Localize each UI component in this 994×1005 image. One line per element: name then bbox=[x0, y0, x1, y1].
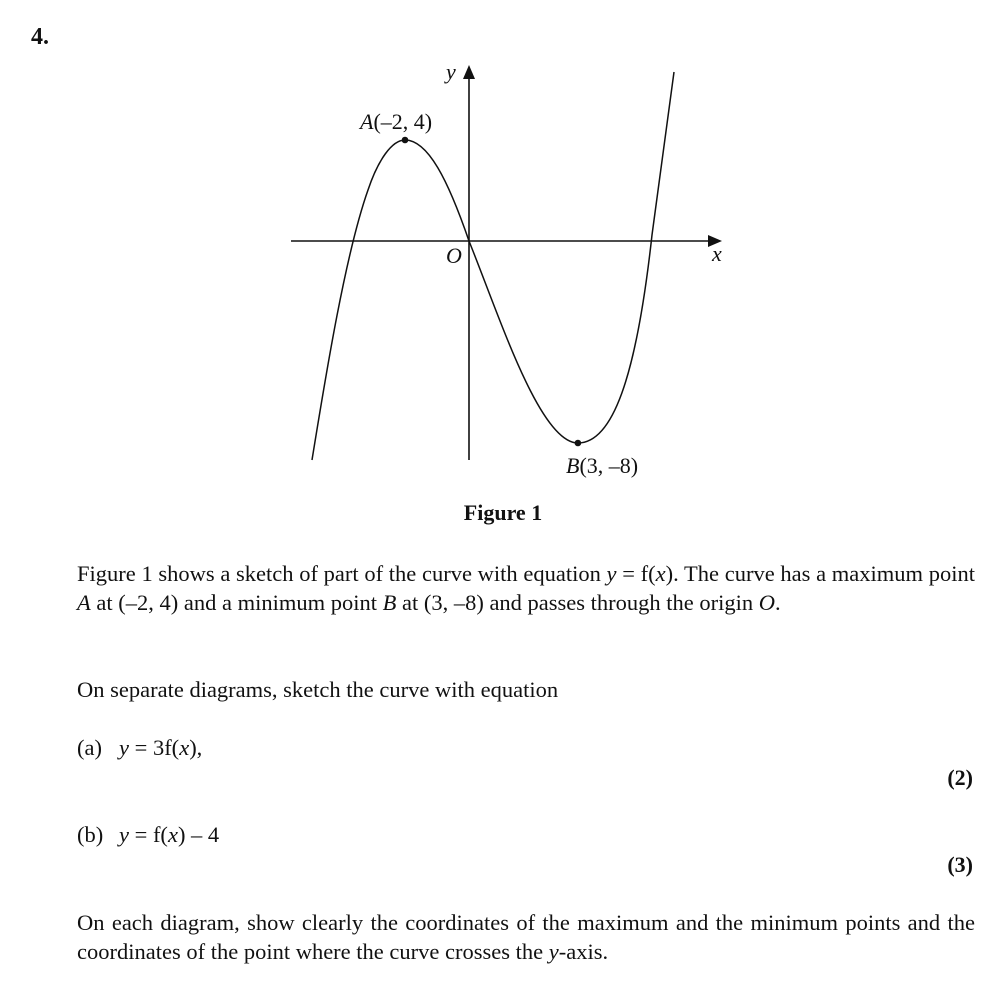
point-a-marker bbox=[402, 137, 409, 144]
question-number: 4. bbox=[31, 24, 49, 50]
part-b: (b) y = f(x) – 4 bbox=[77, 822, 220, 847]
point-b-label: B(3, –8) bbox=[566, 453, 639, 478]
y-axis-label: y bbox=[446, 59, 456, 84]
intro-paragraph: Figure 1 shows a sketch of part of the curve with equation y = f(x). The curve has a maximum point A at (–2, 4) and a minimum point B at (3, –8) and passes through the origin O. bbox=[77, 561, 975, 615]
figure-caption: Figure 1 bbox=[463, 500, 543, 525]
point-b-marker bbox=[575, 440, 582, 447]
point-a-label: A(–2, 4) bbox=[360, 109, 433, 134]
x-axis-label: x bbox=[712, 241, 722, 266]
origin-label: O bbox=[446, 243, 462, 268]
part-b-marks: (3) bbox=[947, 852, 973, 877]
part-a-marks: (2) bbox=[947, 765, 973, 790]
instruction-text: On separate diagrams, sketch the curve with equation bbox=[77, 677, 559, 702]
y-axis-arrow-icon bbox=[463, 65, 475, 79]
final-instruction: On each diagram, show clearly the coordinates of the maximum and the minimum points and the coordinates of the point where the curve crosses the y-axis. bbox=[77, 910, 975, 964]
part-a: (a) y = 3f(x), bbox=[77, 735, 203, 760]
